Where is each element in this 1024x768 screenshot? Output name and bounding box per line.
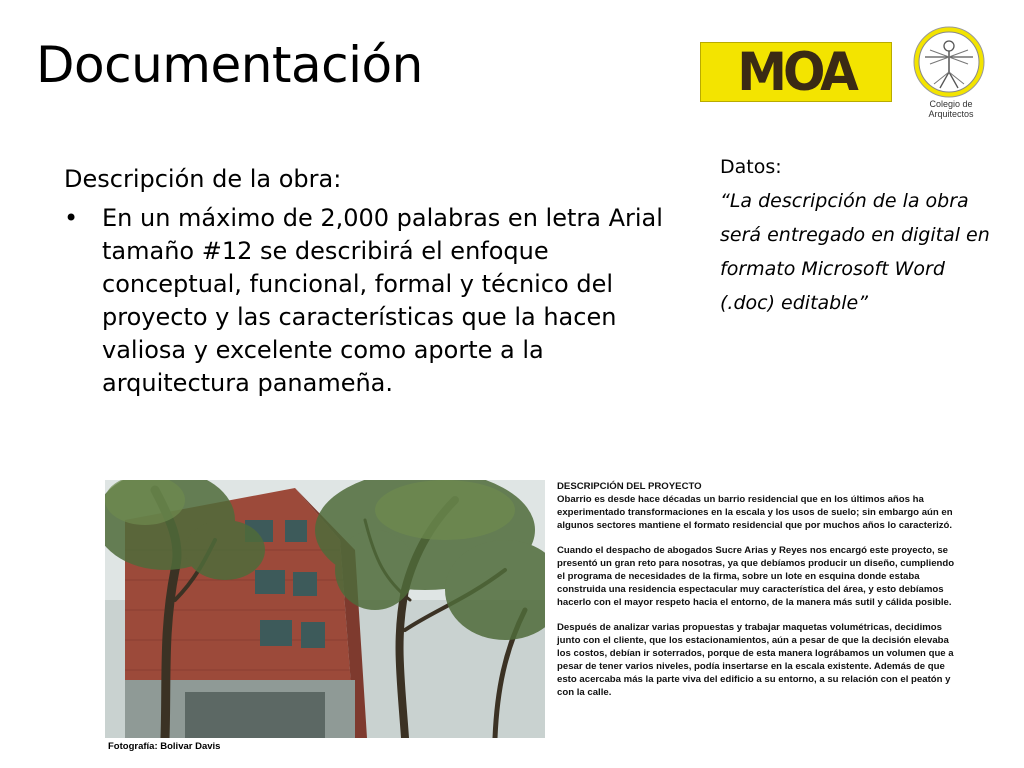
moa-logo-text: MOA	[737, 41, 855, 103]
bullet-icon: •	[64, 204, 79, 232]
bullet-text: En un máximo de 2,000 palabras en letra Arial tamaño #12 se describirá el enfoque conceptual, funcional, formal y técnico del proyecto y las características que la hacen valiosa y excelente como aporte a la arquitectura panameña.	[102, 204, 663, 397]
datos-label: Datos:	[720, 156, 782, 178]
description-paragraph-3: Después de analizar varias propuestas y trabajar maquetas volumétricas, decidimos junto con el cliente, que los estacionamientos, aún a pesar de que la decisión elevaba los costos, debían ir soterrados, porque de esta manera lográbamos un volumen que a pesar de tener varios niveles, podía insertarse en la escala existente. Además de que esto acercaba más la parte viva del edificio a su entorno, a su relación con el peatón y con la calle.	[557, 622, 954, 698]
description-paragraph-1: Obarrio es desde hace décadas un barrio residencial que en los últimos años ha experimentado transformaciones en la escala y los usos de suelo; sin embargo aún en algunos sectores mantiene el formato residencial que por muchos años lo caracterizó.	[557, 494, 953, 531]
colegio-label: Colegio de Arquitectos	[928, 99, 974, 119]
building-photo	[105, 480, 545, 738]
photo-caption: Fotografía: Bolivar Davis	[108, 741, 221, 752]
description-paragraph-2: Cuando el despacho de abogados Sucre Arias y Reyes nos encargó este proyecto, se presentó un gran reto para nosotras, ya que debíamos producir un diseño, cumpliendo el programa de necesidades de la firma, sobre un lote en esquina donde estaba construida una residencia espectacular muy característica del área, y esto debíamos hacerlo con el mayor respeto hacia el entorno, de la manera más sutil y cálida posible.	[557, 545, 955, 608]
datos-block	[720, 150, 990, 320]
description-heading: DESCRIPCIÓN DEL PROYECTO	[557, 481, 702, 492]
slide-title: Documentación	[36, 36, 423, 94]
project-description	[557, 480, 961, 711]
bullet-item	[64, 202, 694, 400]
description-block	[64, 163, 694, 400]
moa-logo	[700, 42, 892, 102]
subheading: Descripción de la obra:	[64, 165, 342, 193]
datos-quote: “La descripción de la obra será entregado en digital en formato Microsoft Word (.doc) editable”	[720, 190, 990, 314]
